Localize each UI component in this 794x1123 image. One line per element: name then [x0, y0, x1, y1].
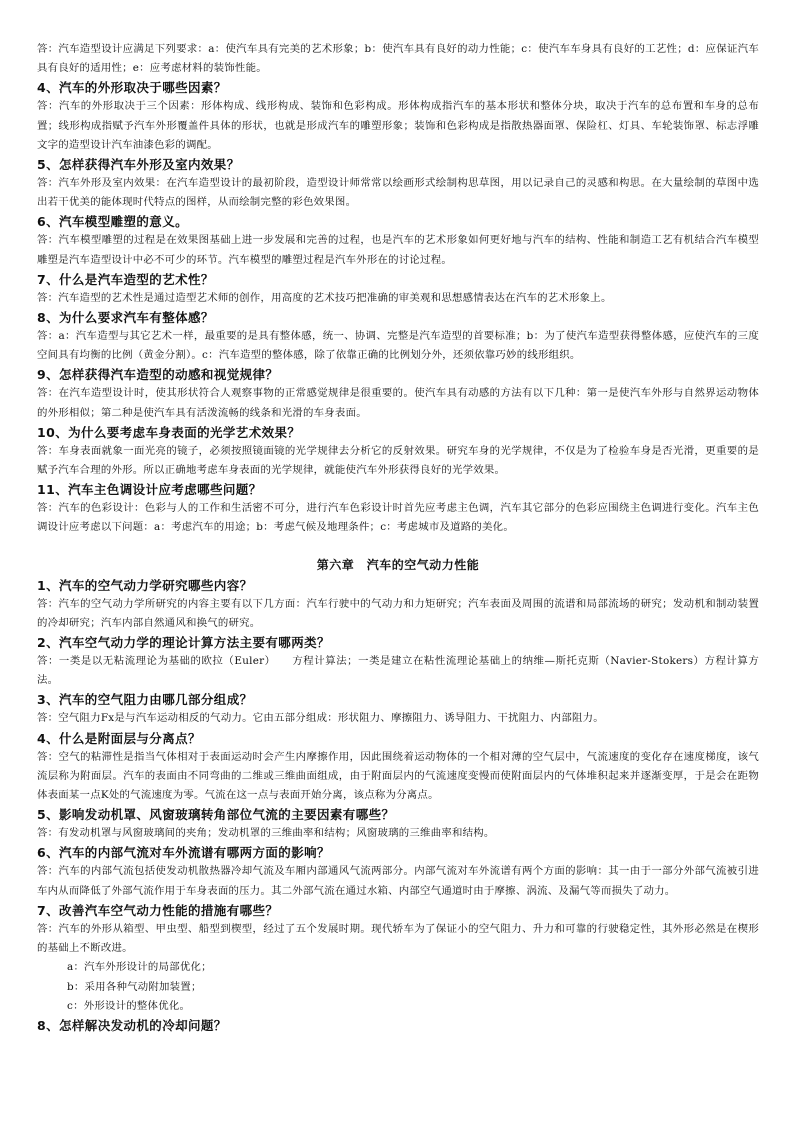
answer-paragraph: 答：空气阻力Fx是与汽车运动相反的气动力。它由五部分组成：形状阻力、摩擦阻力、诱导阻力、干扰阻力、内部阻力。 — [37, 712, 604, 725]
answer-paragraph: 答：有发动机罩与风窗玻璃间的夹角；发动机罩的三维曲率和结构；风窗玻璃的三维曲率和结构。 — [37, 827, 495, 840]
answer-paragraph: 答：汽车外形及室内效果：在汽车造型设计的最初阶段，造型设计师常常以绘画形式绘制构思草图，用以记录自己的灵感和构思。在大量绘制的草图中选出若干优美的能体现时代特点的图样，从而绘制完整的彩色效果图。 — [37, 177, 759, 209]
answer-list-item: a：汽车外形设计的局部优化； — [67, 961, 212, 974]
question-heading: 8、怎样解决发动机的冷却问题？ — [37, 1017, 227, 1033]
question-heading: 8、为什么要求汽车有整体感？ — [37, 310, 214, 326]
chapter-title: 第六章 汽车的空气动力性能 — [316, 557, 480, 572]
answer-paragraph: 答：汽车的外形从箱型、甲虫型、船型到楔型，经过了五个发展时期。现代轿车为了保证小的空气阻力、升力和可靠的行驶稳定性，其外形必然是在楔形的基础上不断改进。 — [37, 922, 759, 955]
question-heading: 5、影响发动机罩、风窗玻璃转角部位气流的主要因素有哪些？ — [37, 807, 395, 823]
answer-paragraph: 答：一类是以无粘流理论为基础的欧拉（Euler） 方程计算法；一类是建立在粘性流理论基础上的纳维—斯托克斯（Navier-Stokers）方程计算方法。 — [37, 655, 759, 687]
question-heading: 7、什么是汽车造型的艺术性？ — [37, 271, 214, 287]
answer-paragraph: 答：a：汽车造型与其它艺术一样，最重要的是具有整体感，统一、协调、完整是汽车造型的首要标准；b：为了使汽车造型获得整体感，应使汽车的三度空间具有均衡的比例（黄金分割）。c：汽车造型的整体感，除了依靠正确的比例划分外，还须依靠巧妙的线形组织。 — [37, 330, 759, 362]
answer-paragraph: 答：空气的粘滞性是指当气体相对于表面运动时会产生内摩擦作用，因此围绕着运动物体的一个相对薄的空气层中，气流速度的变化存在速度梯度，该气流层称为附面层。汽车的表面由不同弯曲的二维或三维曲面组成，由于附面层内的气流速度变慢而使附面层内的气体堆积起来并逐渐变厚，于是会在距物体表面某一点K处的气流速度为零。气流在这一点与表面开始分离，该点称为分离点。 — [37, 750, 759, 802]
answer-list-item: b：采用各种气动附加装置； — [67, 980, 202, 993]
question-heading: 6、汽车模型雕塑的意义。 — [37, 214, 188, 230]
question-heading: 10、为什么要考虑车身表面的光学艺术效果？ — [37, 424, 301, 440]
answer-paragraph: 答：汽车的外形取决于三个因素：形体构成、线形构成、装饰和色彩构成。形体构成指汽车的基本形状和整体分块，取决于汽车的总布置和车身的总布置；线形构成指赋予汽车外形覆盖件具体的形状，也就是形成汽车的雕塑形象；装饰和色彩构成是指散热器面罩、保险杠、灯具、车轮装饰罩、标志浮雕文字的造型设计汽车油漆色彩的调配。 — [37, 100, 759, 151]
answer-list-item: c：外形设计的整体优化。 — [67, 999, 191, 1012]
answer-paragraph: 答：汽车的空气动力学所研究的内容主要有以下几方面：汽车行驶中的气动力和力矩研究；汽车表面及周围的流谱和局部流场的研究；发动机和制动装置的冷却研究；汽车内部自然通风和换气的研究。 — [37, 597, 759, 629]
answer-paragraph: 答：汽车造型设计应满足下列要求：a：使汽车具有完美的艺术形象；b：使汽车具有良好的动力性能；c：使汽车车身具有良好的工艺性；d：应保证汽车具有良好的适用性；e：应考虑材料的装饰性能。 — [37, 43, 759, 75]
question-heading: 3、汽车的空气阻力由哪几部分组成？ — [37, 692, 253, 708]
answer-paragraph: 答：汽车的色彩设计：色彩与人的工作和生活密不可分，进行汽车色彩设计时首先应考虑主色调，汽车其它部分的色彩应围绕主色调进行变化。汽车主色调设计应考虑以下问题：a：考虑汽车的用途；b：考虑气候及地理条件；c：考虑城市及道路的美化。 — [37, 502, 759, 534]
answer-paragraph: 答：在汽车造型设计时，使其形状符合人观察事物的正常感觉规律是很重要的。使汽车具有动感的方法有以下几种：第一是使汽车外形与自然界运动物体的外形相似；第二种是使汽车具有活泼流畅的线条和光滑的车身表面。 — [37, 387, 759, 419]
question-heading: 2、汽车空气动力学的理论计算方法主要有哪两类？ — [37, 635, 330, 651]
answer-paragraph: 答：汽车造型的艺术性是通过造型艺术师的创作，用高度的艺术技巧把准确的审美观和思想感情表达在汽车的艺术形象上。 — [37, 291, 612, 304]
question-heading: 7、改善汽车空气动力性能的措施有哪些？ — [37, 902, 279, 918]
question-heading: 6、汽车的内部气流对车外流谱有哪两方面的影响？ — [37, 845, 330, 861]
answer-paragraph: 答：车身表面就象一面光亮的镜子，必须按照镜面镜的光学规律去分析它的反射效果。研究车身的光学规律，不仅是为了检验车身是否光滑，更重要的是赋予汽车合理的外形。所以正确地考虑车身表面的光学规律，就能使汽车外形获得良好的光学效果。 — [37, 444, 759, 477]
question-heading: 4、汽车的外形取决于哪些因素？ — [37, 80, 227, 96]
question-heading: 5、怎样获得汽车外形及室内效果？ — [37, 157, 240, 173]
question-heading: 9、怎样获得汽车造型的动感和视觉规律？ — [37, 367, 279, 383]
document-page — [37, 40, 759, 1035]
answer-paragraph: 答：汽车的内部气流包括使发动机散热器冷却气流及车厢内部通风气流两部分。内部气流对车外流谱有两个方面的影响：其一由于一部分外部气流被引进车内从而降低了外部气流作用于车身表面的压力。其二外部气流在通过水箱、内部空气通道时由于摩擦、涡流、及漏气等而损失了动力。 — [37, 865, 759, 897]
question-heading: 4、什么是附面层与分离点？ — [37, 730, 201, 746]
question-heading: 11、汽车主色调设计应考虑哪些问题？ — [37, 482, 262, 498]
question-heading: 1、汽车的空气动力学研究哪些内容？ — [37, 577, 253, 593]
answer-paragraph: 答：汽车模型雕塑的过程是在效果图基础上进一步发展和完善的过程，也是汽车的艺术形象如何更好地与汽车的结构、性能和制造工艺有机结合汽车模型雕塑是汽车造型设计中必不可少的环节。汽车模型的雕塑过程是汽车外形在的讨论过程。 — [37, 234, 759, 266]
